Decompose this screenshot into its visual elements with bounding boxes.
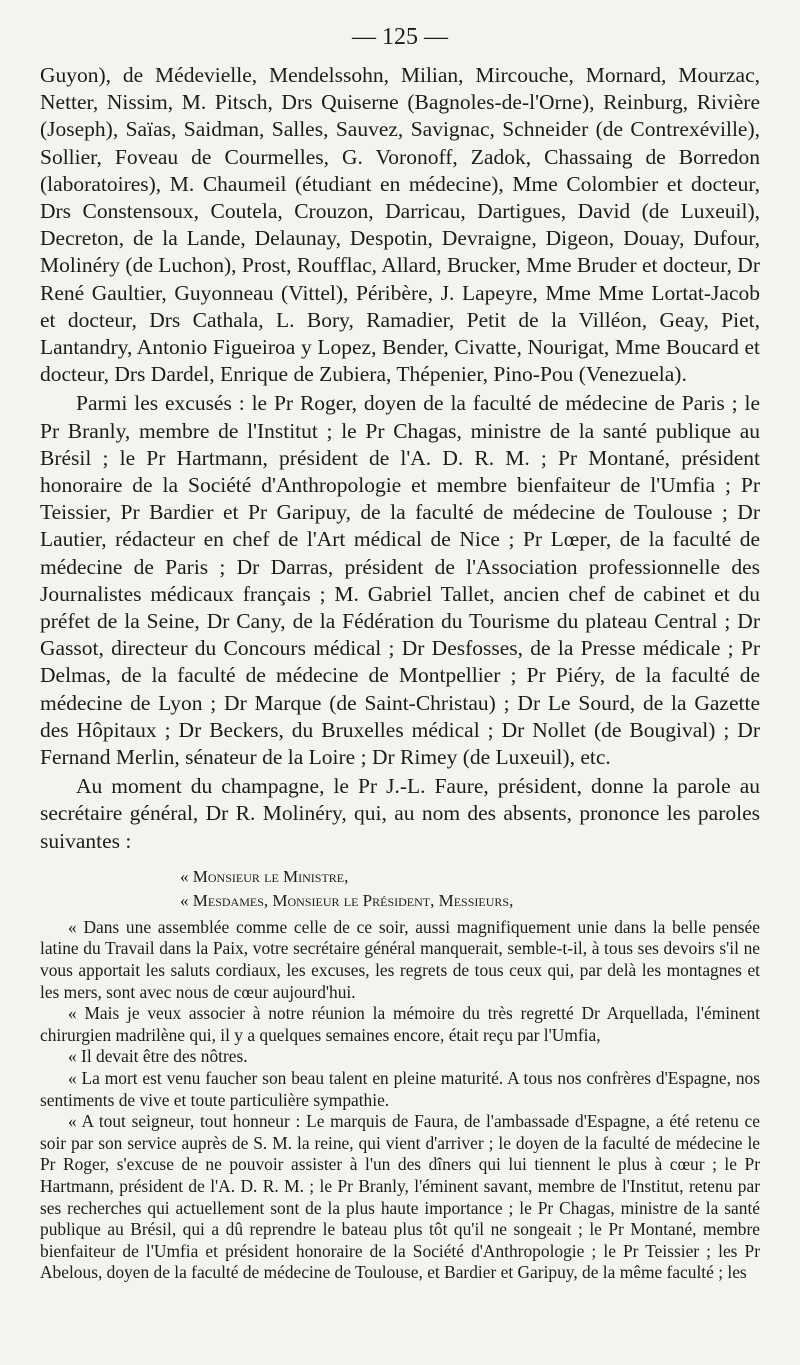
page-number: — 125 — <box>352 24 448 50</box>
speech-paragraph: « Il devait être des nôtres. <box>68 1046 248 1067</box>
salutation-audience <box>180 889 760 913</box>
excused-paragraph: Parmi les excusés : le Pr Roger, doyen de la faculté de médecine de Paris ; le Pr Branly, membre de l'Institut ; le Pr Chagas, ministre de la santé publique au Brésil ; le Pr Hartmann, président de l'A. D. R. M. ; Pr Montané, président honoraire de la Société d'Anthropologie et membre bienfaiteur de l'Umfia ; Pr Teissier, Pr Bardier et Pr Garipuy, de la faculté de médecine de Toulouse ; Dr Lautier, rédacteur en chef de l'Art médical de Nice ; Pr Lœper, de la faculté de médecine de Paris ; Dr Darras, président de l'Association professionnelle des Journalistes médicaux français ; M. Gabriel Tallet, ancien chef de cabinet et du préfet de la Seine, Dr Cany, de la Fédération du Tourisme du plateau Central ; Dr Gassot, directeur du Concours médical ; Dr Desfosses, de la Presse médicale ; Pr Delmas, de la faculté de médecine de Montpellier ; Pr Piéry, de la faculté de médecine de Lyon ; Dr Marque (de Saint-Christau) ; Dr Le Sourd, de la Gazette des Hôpitaux ; Dr Beckers, du Bruxelles médical ; Dr Nollet (de Bougival) ; Dr Fernand Merlin, sénateur de la Loire ; Dr Rimey (de Luxeuil), etc. <box>40 391 760 770</box>
speech-paragraph: « La mort est venu faucher son beau talent en pleine maturité. A tous nos confrères d'Espagne, nos sentiments de vive et toute particulière sympathie. <box>40 1068 760 1110</box>
salutation-text: « Monsieur le Ministre, <box>180 866 349 886</box>
speech-paragraph: « Dans une assemblée comme celle de ce soir, aussi magnifiquement unie dans la belle pensée latine du Travail dans la Paix, votre secrétaire général manquerait, semble-t-il, à tous ses devoirs s'il ne vous apportait les saluts cordiaux, les excuses, les regrets de tous ceux qui, par delà les montagnes et les mers, sont avec nous de cœur aujourd'hui. <box>40 916 760 1002</box>
salutation-text: « Mesdames, Monsieur le Président, Messieurs, <box>180 890 514 910</box>
speech-paragraph: « Mais je veux associer à notre réunion la mémoire du très regretté Dr Arquellada, l'éminent chirurgien madrilène qui, il y a quelques semaines encore, était reçu par l'Umfia, <box>40 1003 760 1045</box>
speech-salutations <box>40 865 760 913</box>
speech-paragraph: « A tout seigneur, tout honneur : Le marquis de Faura, de l'ambassade d'Espagne, a été retenu ce soir par son service auprès de S. M. la reine, qui vient d'arriver ; le doyen de la faculté de médecine le Pr Roger, s'excuse de ne pouvoir assister à l'un des dîners qui lui tiennent le plus à cœur ; le Pr Hartmann, président de l'A. D. R. M. ; le Pr Branly, l'éminent savant, membre de l'Institut, retenu par ses recherches qui actuellement sont de la plus haute importance ; le Pr Chagas, ministre de la santé publique au Brésil, qui a dû reprendre le bateau plus tôt qu'il ne songeait ; le Pr Montané, membre bienfaiteur de l'Umfia et président honoraire de la Société d'Anthropologie ; le Pr Teissier ; les Pr Abelous, doyen de la faculté de médecine de Toulouse, et Bardier et Garipuy, de la même faculté ; les <box>40 1111 760 1283</box>
attendees-paragraph: Guyon), de Médevielle, Mendelssohn, Milian, Mircouche, Mornard, Mourzac, Netter, Nissim, M. Pitsch, Drs Quiserne (Bagnoles-de-l'Orne), Reinburg, Rivière (Joseph), Saïas, Saidman, Salles, Sauvez, Savignac, Schneider (de Contrexéville), Sollier, Foveau de Courmelles, G. Voronoff, Zadok, Chassaing de Borredon (laboratoires), M. Chaumeil (étudiant en médecine), Mme Colombier et docteur, Drs Constensoux, Coutela, Crouzon, Darricau, Dartigues, David (de Luxeuil), Decreton, de la Lande, Delaunay, Despotin, Devraigne, Digeon, Douay, Dufour, Molinéry (de Luchon), Prost, Roufflac, Allard, Brucker, Mme Bruder et docteur, Dr René Gaultier, Guyonneau (Vittel), Péribère, J. Lapeyre, Mme Mme Lortat-Jacob et docteur, Drs Cathala, L. Bory, Ramadier, Petit de la Villéon, Geay, Piet, Lantandry, Antonio Figueiroa y Lopez, Bender, Civatte, Nourigat, Mme Boucard et docteur, Drs Dardel, Enrique de Zubiera, Thépenier, Pino-Pou (Venezuela). <box>40 63 760 387</box>
champagne-paragraph: Au moment du champagne, le Pr J.-L. Faure, président, donne la parole au secrétaire général, Dr R. Molinéry, qui, au nom des absents, prononce les paroles suivantes : <box>40 774 760 853</box>
salutation-minister <box>180 865 760 889</box>
